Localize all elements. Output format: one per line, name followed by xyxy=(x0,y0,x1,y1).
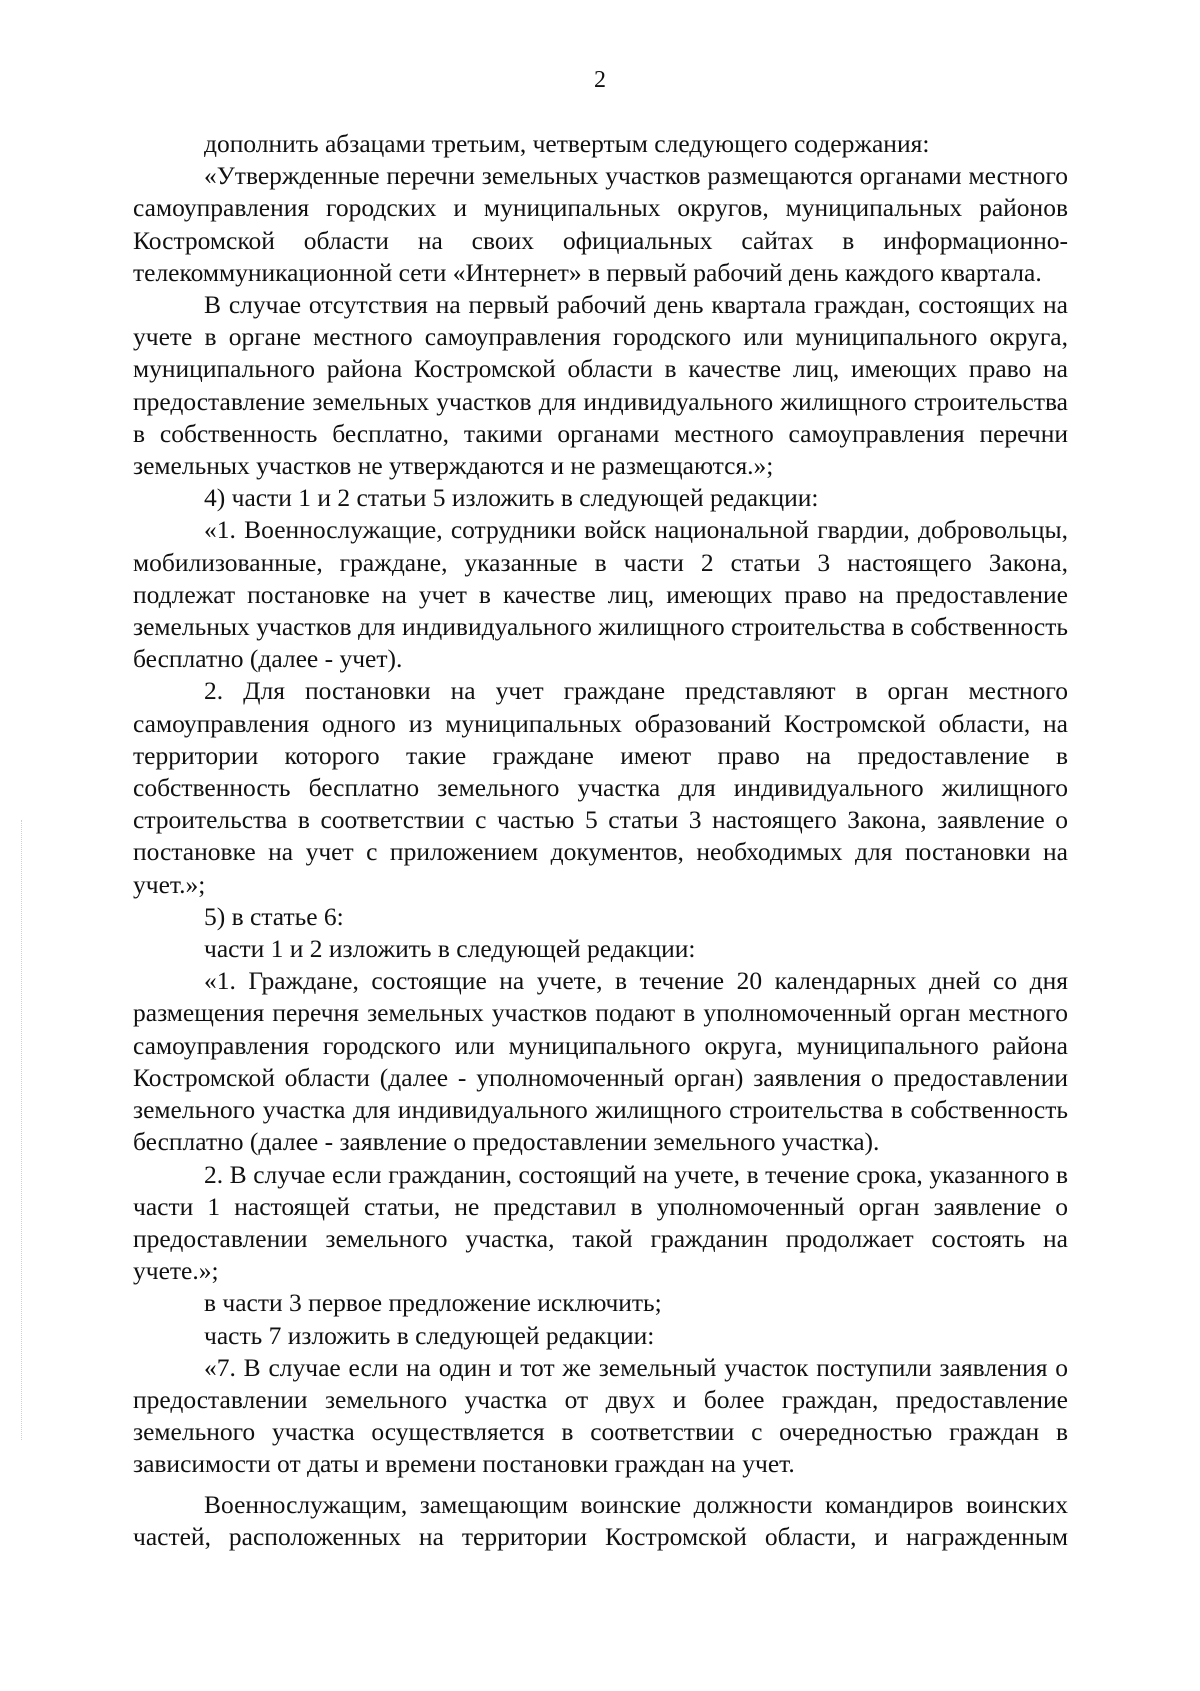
paragraph-11: в части 3 первое предложение исключить; xyxy=(204,1288,662,1318)
document-body xyxy=(133,128,1068,1553)
paragraph-5: «1. Военнослужащие, сотрудники войск национальной гвардии, добровольцы, мобилизованные, граждане, указанные в части 2 статьи 3 настоящего Закона, подлежат постановке на учет в качестве лиц, имеющих право на предоставление земельных участков для индивидуального жилищного строительства в собственность бесплатно (далее - учет). xyxy=(133,515,1068,674)
paragraph-13: «7. В случае если на один и тот же земельный участок поступили заявления о предоставлении земельного участка от двух и более граждан, предоставление земельного участка осуществляется в соответствии с очередностью граждан в зависимости от даты и времени постановки граждан на учет. xyxy=(133,1352,1068,1479)
paragraph-7: 5) в статье 6: xyxy=(204,901,344,931)
paragraph-12: часть 7 изложить в следующей редакции: xyxy=(204,1320,655,1350)
paragraph-2: «Утвержденные перечни земельных участков размещаются органами местного самоуправления городских и муниципальных округов, муниципальных районов Костромской области на своих официальных сайтах в информационно-телекоммуникационной сети «Интернет» в первый рабочий день каждого квартала. xyxy=(133,161,1068,287)
paragraph-4: 4) части 1 и 2 статьи 5 изложить в следующей редакции: xyxy=(204,483,819,513)
paragraph-14: Военнослужащим, замещающим воинские должности командиров воинских частей, расположенных на территории Костромской области, и награжденным xyxy=(133,1489,1068,1551)
paragraph-9: «1. Граждане, состоящие на учете, в течение 20 календарных дней со дня размещения перечня земельных участков подают в уполномоченный орган местного самоуправления городского или муниципального округа, муниципального района Костромской области (далее - уполномоченный орган) заявления о предоставлении земельного участка для индивидуального жилищного строительства в собственность бесплатно (далее - заявление о предоставлении земельного участка). xyxy=(133,966,1068,1157)
paragraph-6: 2. Для постановки на учет граждане представляют в орган местного самоуправления одного из муниципальных образований Костромской области, на территории которого такие граждане имеют право на предоставление в собственность бесплатно земельного участка для индивидуального жилищного строительства в соответствии с частью 5 статьи 3 настоящего Закона, заявление о постановке на учет с приложением документов, необходимых для постановки на учет.»; xyxy=(133,676,1068,899)
paragraph-3: В случае отсутствия на первый рабочий день квартала граждан, состоящих на учете в органе местного самоуправления городского или муниципального округа, муниципального района Костромской области в качестве лиц, имеющих право на предоставление земельных участков для индивидуального жилищного строительства в собственность бесплатно, такими органами местного самоуправления перечни земельных участков не утверждаются и не размещаются.»; xyxy=(133,290,1068,481)
paragraph-10: 2. В случае если гражданин, состоящий на учете, в течение срока, указанного в части 1 настоящей статьи, не представил в уполномоченный орган заявление о предоставлении земельного участка, такой гражданин продолжает состоять на учете.»; xyxy=(133,1159,1068,1286)
page-number: 2 xyxy=(594,67,606,93)
scan-margin-artifact xyxy=(21,820,23,1440)
paragraph-8: части 1 и 2 изложить в следующей редакции: xyxy=(204,934,696,964)
paragraph-1: дополнить абзацами третьим, четвертым следующего содержания: xyxy=(204,129,930,158)
